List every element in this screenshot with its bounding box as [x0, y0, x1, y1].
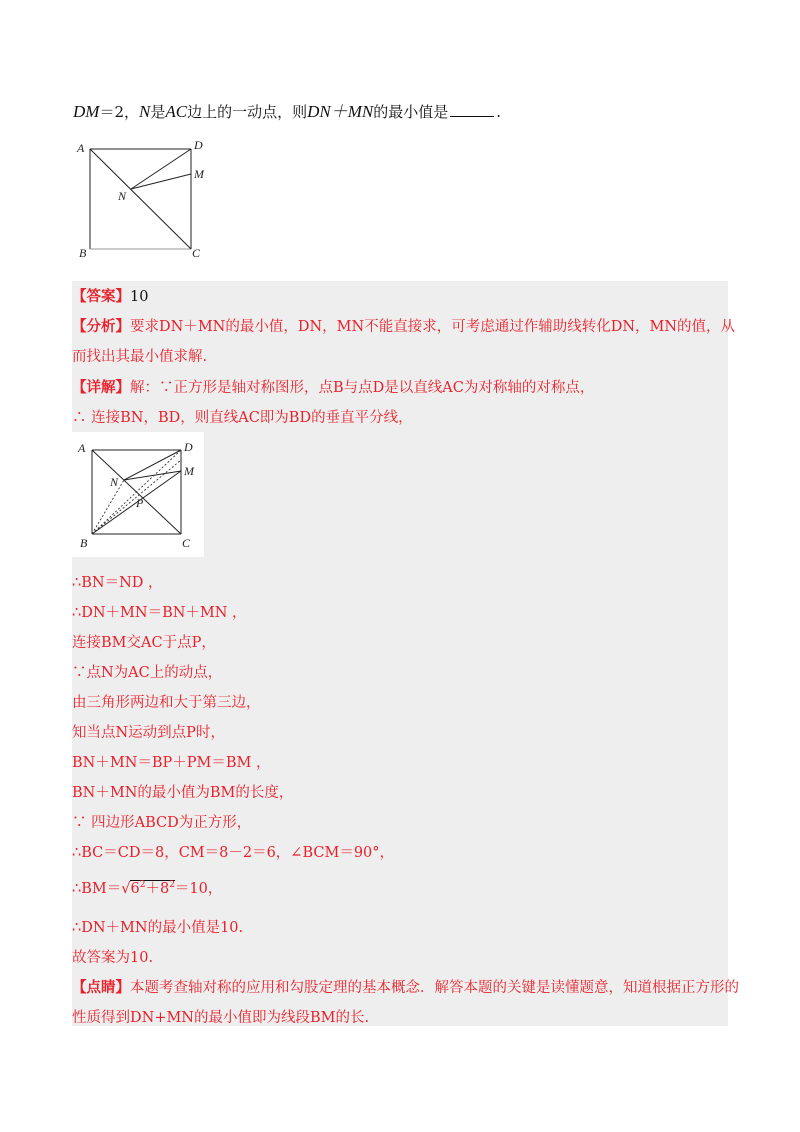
label-p-2: P	[136, 496, 144, 510]
step-10: ∴BC＝CD＝8，CM＝8－2＝6，∠BCM＝90°，	[72, 845, 395, 861]
q-text2: 边上的一动点，则	[187, 103, 308, 121]
q-expr: DN＋MN	[307, 102, 374, 121]
comment-line-2: 性质得到DN+MN的最小值即为线段BM的长.	[72, 1010, 370, 1026]
segment-mn	[131, 174, 191, 189]
answer-tag: 【答案】	[72, 288, 130, 305]
detail-line-2: ∴ 连接BN，BD，则直线AC即为BD的垂直平分线，	[72, 410, 413, 426]
label-m: M	[194, 167, 204, 181]
q-ac: AC	[165, 102, 188, 121]
square-figure-2	[72, 432, 204, 557]
answer-value: 10	[130, 289, 149, 305]
q-dm: DM	[73, 102, 100, 121]
detail-tag: 【详解】	[72, 379, 130, 396]
step-3: 连接BM交AC于点P，	[72, 635, 216, 651]
analysis-tag: 【分析】	[72, 318, 130, 335]
step-11-suffix: ＝10，	[174, 881, 223, 897]
sqrt-symbol: √	[121, 881, 131, 897]
radicand-b: 8	[159, 881, 170, 897]
label-n: N	[118, 189, 127, 203]
q-n: N	[139, 102, 151, 121]
dashed-bn	[92, 480, 124, 534]
label-b: B	[79, 246, 87, 260]
step-13: 故答案为10.	[72, 950, 154, 966]
diagonal-ac	[90, 149, 191, 249]
step-12: ∴DN＋MN的最小值是10.	[72, 920, 244, 936]
step-7: BN＋MN＝BP＋PM＝BM ，	[72, 755, 271, 771]
q-text1: 是	[150, 103, 166, 121]
detail-line-1	[72, 376, 594, 397]
segment-dn	[131, 149, 191, 189]
answer-blank	[450, 102, 494, 117]
q-eq: ＝2，	[99, 103, 139, 121]
question-text	[73, 97, 501, 122]
step-5: 由三角形两边和大于第三边，	[72, 695, 261, 711]
label-a: A	[77, 141, 85, 155]
answer-line	[72, 285, 148, 306]
step-1: ∴BN＝ND ，	[72, 575, 163, 591]
comment-tag: 【点睛】	[72, 979, 130, 996]
comment-text-1: 本题考查轴对称的应用和勾股定理的基本概念．解答本题的关键是读懂题意，知道根据正方形的	[130, 980, 739, 996]
step-11-prefix: ∴BM＝	[72, 881, 122, 897]
solution-panel	[72, 281, 739, 1026]
label-c-2: C	[182, 536, 191, 550]
comment-line-1	[72, 976, 739, 997]
q-text3: 的最小值是	[373, 103, 449, 121]
step-4: ∵点N为AC上的动点，	[72, 665, 223, 681]
q-end: .	[496, 103, 502, 121]
label-n-2: N	[110, 475, 119, 489]
detail-text-1: 解：∵正方形是轴对称图形，点B与点D是以直线AC为对称轴的对称点，	[130, 380, 595, 396]
label-c: C	[192, 246, 201, 260]
label-d: D	[194, 138, 203, 152]
analysis-line-1	[72, 315, 735, 336]
figure-2-frame	[72, 432, 204, 557]
step-9: ∵ 四边形ABCD为正方形，	[72, 815, 252, 831]
label-b-2: B	[80, 536, 88, 550]
analysis-line-2: 而找出其最小值求解.	[72, 349, 208, 365]
square-figure-1	[74, 136, 214, 264]
label-a-2: A	[78, 441, 86, 455]
radicand-a: 6	[130, 881, 140, 897]
step-6: 知当点N运动到点P时，	[72, 725, 225, 741]
step-11	[72, 877, 222, 898]
step-8: BN＋MN的最小值为BM的长度，	[72, 785, 294, 801]
label-d-2: D	[184, 440, 193, 454]
label-m-2: M	[184, 464, 194, 478]
sqrt-radicand: $6^2+8^2$	[130, 880, 175, 897]
analysis-text-1: 要求DN＋MN的最小值，DN，MN不能直接求，可考虑通过作辅助线转化DN，MN的值，从	[130, 319, 736, 335]
step-2: ∴DN＋MN＝BN＋MN ，	[72, 605, 247, 621]
